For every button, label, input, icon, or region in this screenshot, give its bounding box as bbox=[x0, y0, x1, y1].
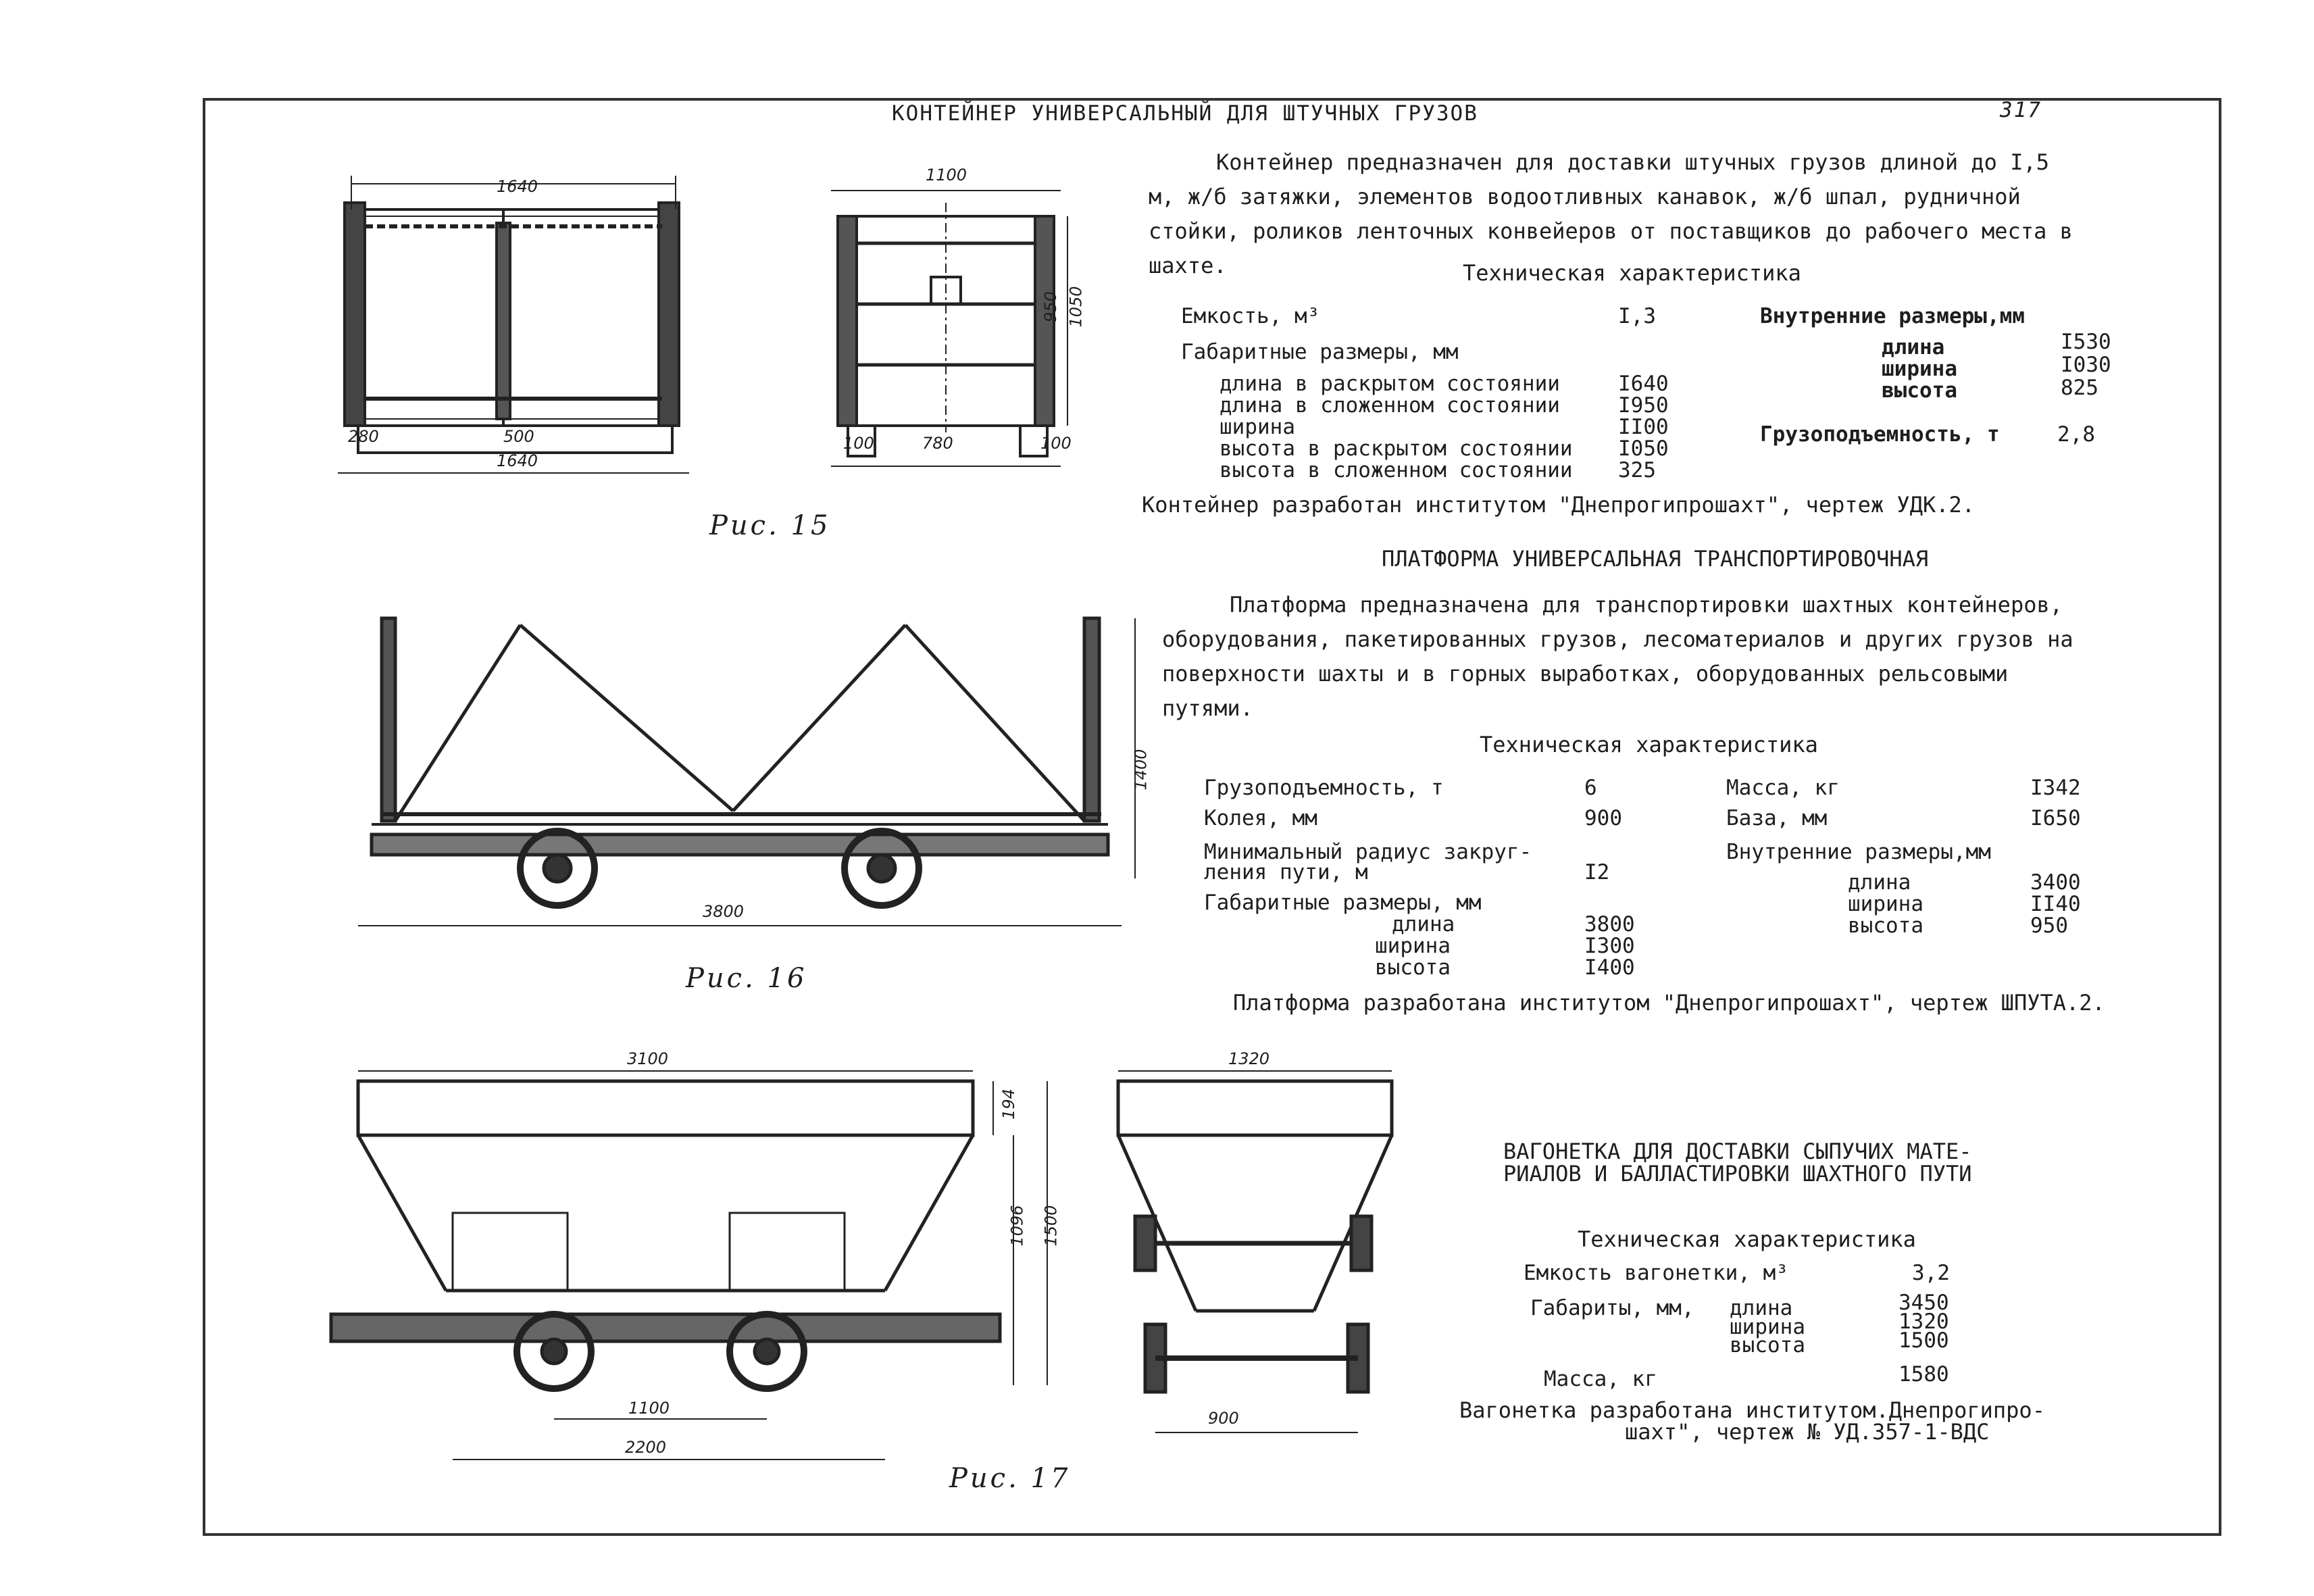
platform-overall-label: Габаритные размеры, мм bbox=[1204, 891, 1482, 915]
container-inner-label-1: ширина bbox=[1882, 357, 1957, 381]
container-overall-label-3: высота в раскрытом состоянии bbox=[1219, 437, 1573, 461]
platform-radius-label-1: Минимальный радиус закруг- bbox=[1204, 840, 1532, 864]
wagon-developer-line1: Вагонетка разработана институтом.Днепрогипро- bbox=[1459, 1397, 2045, 1423]
container-developer: Контейнер разработан институтом "Днепрогипрошахт", чертеж УДК.2. bbox=[1142, 492, 1975, 518]
platform-mass-label: Масса, кг bbox=[1726, 776, 1840, 800]
platform-overall-label-0: длина bbox=[1392, 912, 1455, 937]
container-capacity-value: I,3 bbox=[1618, 304, 1656, 328]
wagon-dims-value-0: 3450 bbox=[1898, 1291, 1949, 1315]
wagon-end-view bbox=[1115, 1068, 1405, 1446]
platform-description: Платформа предназначена для транспортировки шахтных контейнеров, оборудования, пакетированных грузов, лесоматериалов и других грузов на поверхности шахты и в горных выработках, оборудованных рельсовыми путями. bbox=[1162, 592, 2073, 721]
platform-inner-value-2: 950 bbox=[2030, 914, 2068, 938]
dim-container-100a: 100 bbox=[843, 434, 874, 453]
dim-platform-1400: 1400 bbox=[1131, 749, 1151, 791]
dim-container-950: 950 bbox=[1040, 291, 1060, 322]
wagon-dims-label-2: высота bbox=[1730, 1333, 1805, 1357]
container-inner-value-0: I530 bbox=[2061, 330, 2111, 354]
container-spec-title: Техническая характеристика bbox=[1463, 260, 1801, 286]
platform-inner-label: Внутренние размеры,мм bbox=[1726, 840, 1991, 864]
container-lift-label: Грузоподъемность, т bbox=[1760, 422, 2000, 447]
container-overall-value-2: II00 bbox=[1618, 415, 1669, 439]
platform-overall-label-1: ширина bbox=[1375, 934, 1451, 958]
platform-lift-label: Грузоподъемность, т bbox=[1204, 776, 1444, 800]
dim-container-500: 500 bbox=[503, 427, 534, 446]
container-overall-label: Габаритные размеры, мм bbox=[1181, 340, 1459, 364]
platform-inner-value-0: 3400 bbox=[2030, 870, 2081, 895]
container-title: КОНТЕЙНЕР УНИВЕРСАЛЬНЫЙ ДЛЯ ШТУЧНЫХ ГРУЗОВ bbox=[892, 101, 1478, 126]
page-number: 317 bbox=[2000, 98, 2042, 122]
wagon-side-view bbox=[318, 1068, 1081, 1473]
container-overall-value-3: I050 bbox=[1618, 437, 1669, 461]
platform-overall-value-0: 3800 bbox=[1584, 912, 1635, 937]
container-inner-label: Внутренние размеры,мм bbox=[1760, 304, 2025, 328]
dim-wagon-1096: 1096 bbox=[1007, 1205, 1027, 1247]
platform-radius-label-2: ления пути, м bbox=[1204, 860, 1368, 884]
container-inner-label-2: высота bbox=[1882, 378, 1957, 403]
platform-developer: Платформа разработана институтом "Днепрогипрошахт", чертеж ШПУТА.2. bbox=[1233, 990, 2105, 1016]
dim-wagon-2200: 2200 bbox=[625, 1438, 667, 1457]
container-side-view bbox=[831, 182, 1081, 473]
container-overall-value-4: 325 bbox=[1618, 458, 1656, 482]
dim-platform-3800: 3800 bbox=[703, 902, 745, 921]
container-overall-value-1: I950 bbox=[1618, 393, 1669, 418]
wagon-figure-caption: Рис. 17 bbox=[949, 1463, 1071, 1494]
platform-spec-title: Техническая характеристика bbox=[1480, 732, 1818, 757]
platform-title: ПЛАТФОРМА УНИВЕРСАЛЬНАЯ ТРАНСПОРТИРОВОЧНАЯ bbox=[1382, 546, 1929, 572]
wagon-dims-value-1: 1320 bbox=[1898, 1310, 1949, 1334]
wagon-capacity-value: 3,2 bbox=[1912, 1261, 1950, 1285]
platform-overall-label-2: высота bbox=[1375, 955, 1451, 980]
container-capacity-label: Емкость, м³ bbox=[1181, 304, 1320, 328]
platform-figure-caption: Рис. 16 bbox=[686, 963, 807, 994]
platform-drawing bbox=[358, 608, 1162, 946]
wagon-title-line1: ВАГОНЕТКА ДЛЯ ДОСТАВКИ СЫПУЧИХ МАТЕ- bbox=[1503, 1139, 1972, 1164]
platform-gauge-label: Колея, мм bbox=[1204, 806, 1317, 830]
dim-container-280: 280 bbox=[348, 427, 379, 446]
container-overall-value-0: I640 bbox=[1618, 372, 1669, 396]
container-inner-value-2: 825 bbox=[2061, 376, 2098, 400]
dim-wagon-194: 194 bbox=[999, 1089, 1018, 1120]
dim-wagon-3100: 3100 bbox=[627, 1049, 669, 1068]
container-lift-value: 2,8 bbox=[2057, 422, 2095, 447]
wagon-title-line2: РИАЛОВ И БАЛЛАСТИРОВКИ ШАХТНОГО ПУТИ bbox=[1503, 1161, 1972, 1187]
container-inner-label-0: длина bbox=[1882, 335, 1945, 359]
dim-container-1640-bottom: 1640 bbox=[497, 451, 538, 470]
platform-base-label: База, мм bbox=[1726, 806, 1828, 830]
container-overall-label-1: длина в сложенном состоянии bbox=[1219, 393, 1560, 418]
dim-wagon-900: 900 bbox=[1208, 1409, 1239, 1428]
dim-container-1050: 1050 bbox=[1066, 286, 1086, 328]
wagon-capacity-label: Емкость вагонетки, м³ bbox=[1524, 1261, 1788, 1285]
wagon-dims-label-0: длина bbox=[1730, 1296, 1793, 1320]
dim-wagon-1500: 1500 bbox=[1041, 1205, 1061, 1247]
platform-gauge-value: 900 bbox=[1584, 806, 1622, 830]
platform-mass-value: I342 bbox=[2030, 776, 2081, 800]
platform-overall-value-2: I400 bbox=[1584, 955, 1635, 980]
platform-inner-value-1: II40 bbox=[2030, 892, 2081, 916]
wagon-dims-label: Габариты, мм, bbox=[1530, 1296, 1694, 1320]
wagon-dims-value-2: 1500 bbox=[1898, 1328, 1949, 1353]
container-overall-label-2: ширина bbox=[1219, 415, 1295, 439]
platform-inner-label-2: высота bbox=[1848, 914, 1923, 938]
dim-wagon-1320: 1320 bbox=[1228, 1049, 1270, 1068]
container-overall-label-0: длина в раскрытом состоянии bbox=[1219, 372, 1560, 396]
platform-base-value: I650 bbox=[2030, 806, 2081, 830]
wagon-spec-title: Техническая характеристика bbox=[1578, 1226, 1916, 1252]
dim-wagon-1100: 1100 bbox=[628, 1399, 670, 1418]
platform-inner-label-0: длина bbox=[1848, 870, 1911, 895]
wagon-mass-value: 1580 bbox=[1898, 1362, 1949, 1387]
wagon-dims-label-1: ширина bbox=[1730, 1315, 1805, 1339]
container-inner-value-1: I030 bbox=[2061, 353, 2111, 377]
container-overall-label-4: высота в сложенном состоянии bbox=[1219, 458, 1573, 482]
dim-container-780: 780 bbox=[922, 434, 953, 453]
platform-inner-label-1: ширина bbox=[1848, 892, 1923, 916]
platform-radius-value: I2 bbox=[1584, 860, 1610, 884]
dim-container-1100: 1100 bbox=[926, 166, 967, 184]
wagon-developer-line2: шахт", чертеж № УД.357-1-ВДС bbox=[1625, 1419, 1990, 1445]
container-figure-caption: Рис. 15 bbox=[709, 510, 831, 541]
platform-lift-value: 6 bbox=[1584, 776, 1597, 800]
wagon-mass-label: Масса, кг bbox=[1544, 1367, 1657, 1391]
dim-container-100b: 100 bbox=[1040, 434, 1072, 453]
platform-overall-value-1: I300 bbox=[1584, 934, 1635, 958]
container-description: Контейнер предназначен для доставки штучных грузов длиной до I,5 м, ж/б затяжки, элементов водоотливных канавок, ж/б шпал, рудничной стойки, роликов ленточных конвейеров от поставщиков до рабочего места в шахте. bbox=[1149, 149, 2073, 278]
dim-container-1640-top: 1640 bbox=[497, 177, 538, 196]
